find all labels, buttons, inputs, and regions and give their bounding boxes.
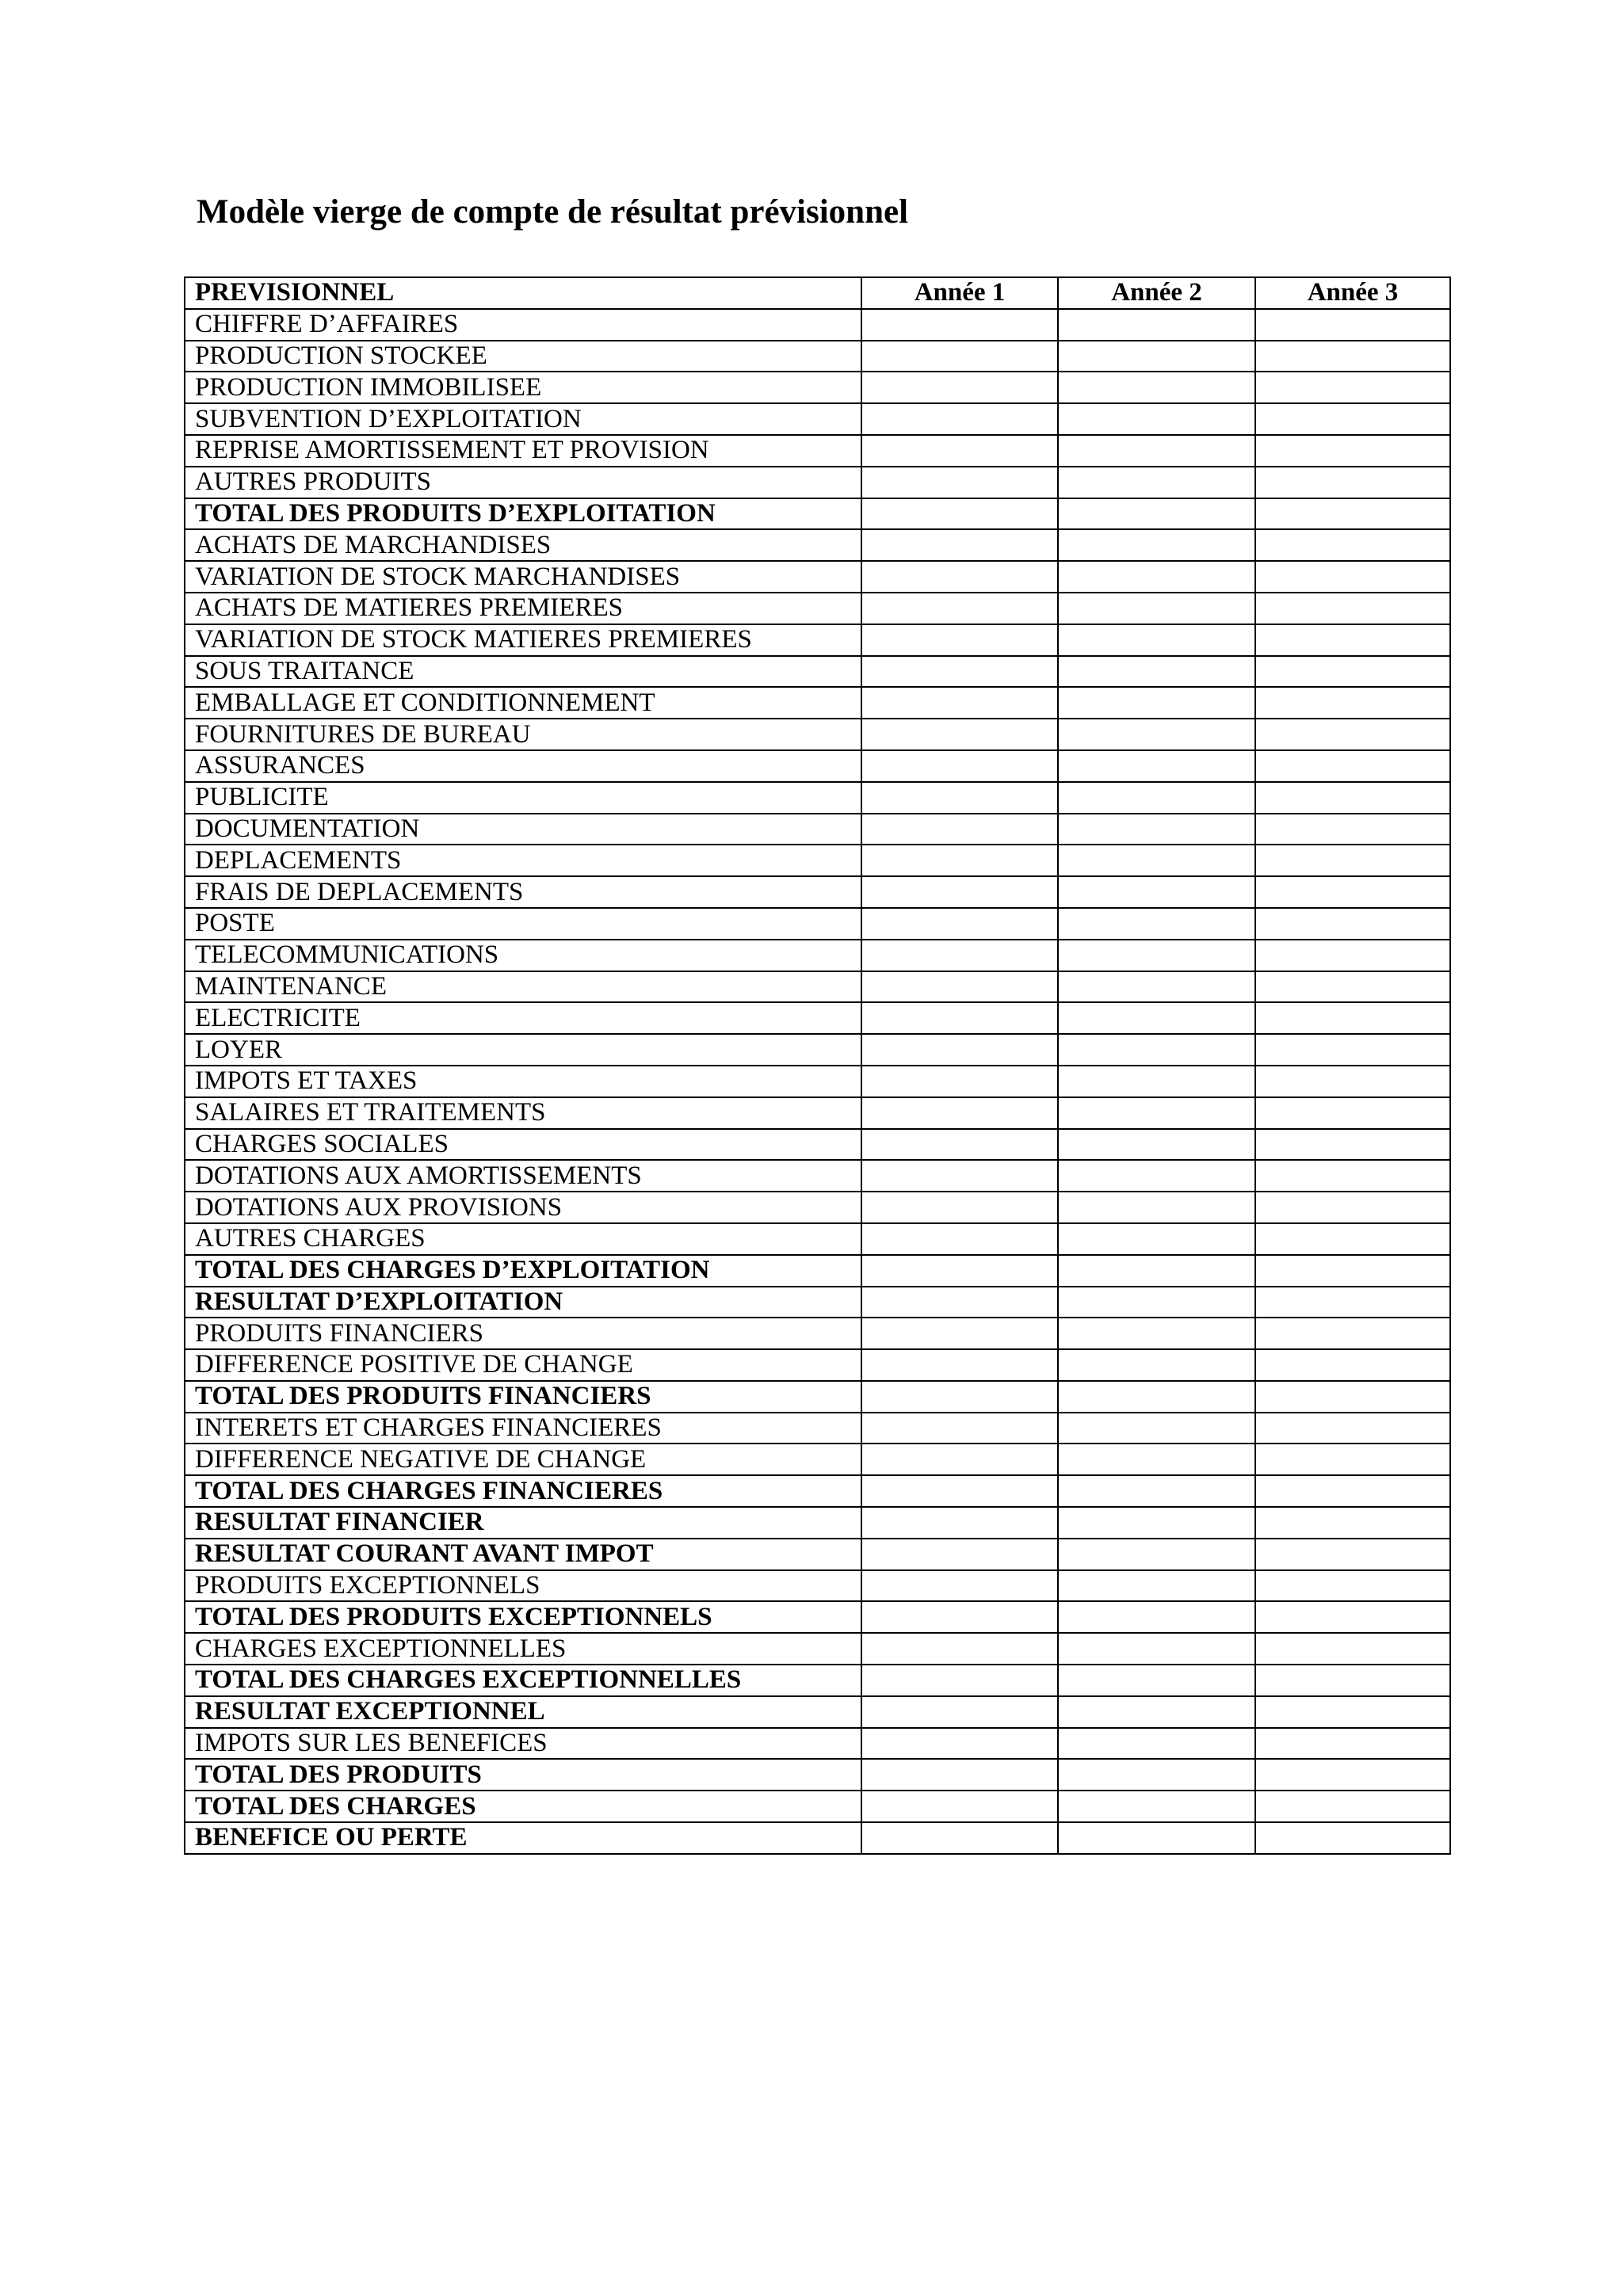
row-label: PRODUITS FINANCIERS xyxy=(185,1318,861,1349)
year-3-value-cell[interactable] xyxy=(1255,814,1450,845)
year-3-value-cell[interactable] xyxy=(1255,1696,1450,1728)
year-1-value-cell[interactable] xyxy=(861,498,1058,530)
row-label: PRODUITS EXCEPTIONNELS xyxy=(185,1570,861,1602)
year-1-value-cell[interactable] xyxy=(861,1413,1058,1444)
year-3-value-cell[interactable] xyxy=(1255,1601,1450,1633)
table-row xyxy=(185,435,1450,467)
year-2-value-cell[interactable] xyxy=(1058,1507,1255,1539)
year-3-value-cell[interactable] xyxy=(1255,372,1450,403)
year-3-value-cell[interactable] xyxy=(1255,1507,1450,1539)
year-3-value-cell[interactable] xyxy=(1255,908,1450,940)
year-1-value-cell[interactable] xyxy=(861,1822,1058,1854)
year-2-value-cell[interactable] xyxy=(1058,1349,1255,1381)
year-1-value-cell[interactable] xyxy=(861,908,1058,940)
row-label: AUTRES CHARGES xyxy=(185,1223,861,1255)
row-label: DOCUMENTATION xyxy=(185,814,861,845)
year-1-value-cell[interactable] xyxy=(861,1034,1058,1066)
table-row xyxy=(185,1539,1450,1570)
table-row xyxy=(185,1665,1450,1696)
year-3-value-cell[interactable] xyxy=(1255,1287,1450,1318)
year-2-value-cell[interactable] xyxy=(1058,1255,1255,1287)
year-1-value-cell[interactable] xyxy=(861,467,1058,498)
year-3-value-cell[interactable] xyxy=(1255,1318,1450,1349)
forecast-income-table xyxy=(184,277,1451,1855)
row-label: VARIATION DE STOCK MATIERES PREMIERES xyxy=(185,624,861,656)
year-2-value-cell[interactable] xyxy=(1058,1066,1255,1097)
year-1-value-cell[interactable] xyxy=(861,940,1058,971)
row-label: EMBALLAGE ET CONDITIONNEMENT xyxy=(185,687,861,719)
table-row xyxy=(185,876,1450,908)
year-2-value-cell[interactable] xyxy=(1058,908,1255,940)
year-2-value-cell[interactable] xyxy=(1058,1160,1255,1192)
year-1-value-cell[interactable] xyxy=(861,1287,1058,1318)
table-row xyxy=(185,845,1450,876)
row-label: RESULTAT D’EXPLOITATION xyxy=(185,1287,861,1318)
row-label: PUBLICITE xyxy=(185,782,861,814)
year-1-value-cell[interactable] xyxy=(861,1728,1058,1760)
year-1-value-cell[interactable] xyxy=(861,1349,1058,1381)
year-1-value-cell[interactable] xyxy=(861,845,1058,876)
year-3-value-cell[interactable] xyxy=(1255,309,1450,341)
table-row xyxy=(185,971,1450,1003)
row-label: VARIATION DE STOCK MARCHANDISES xyxy=(185,561,861,593)
year-3-value-cell[interactable] xyxy=(1255,1413,1450,1444)
row-label: DOTATIONS AUX AMORTISSEMENTS xyxy=(185,1160,861,1192)
table-row xyxy=(185,561,1450,593)
table-row xyxy=(185,1349,1450,1381)
year-1-value-cell[interactable] xyxy=(861,529,1058,561)
table-row xyxy=(185,498,1450,530)
year-2-value-cell[interactable] xyxy=(1058,750,1255,782)
table-row xyxy=(185,1066,1450,1097)
year-3-value-cell[interactable] xyxy=(1255,940,1450,971)
row-label: IMPOTS ET TAXES xyxy=(185,1066,861,1097)
row-label: FRAIS DE DEPLACEMENTS xyxy=(185,876,861,908)
row-label: DIFFERENCE NEGATIVE DE CHANGE xyxy=(185,1444,861,1475)
table-body xyxy=(185,309,1450,1854)
table-row xyxy=(185,1097,1450,1129)
table-header-row xyxy=(185,277,1450,309)
year-2-value-cell[interactable] xyxy=(1058,403,1255,435)
year-3-value-cell[interactable] xyxy=(1255,624,1450,656)
year-3-value-cell[interactable] xyxy=(1255,1160,1450,1192)
year-3-value-cell[interactable] xyxy=(1255,1223,1450,1255)
year-1-value-cell[interactable] xyxy=(861,1696,1058,1728)
table-row xyxy=(185,1633,1450,1665)
table-row xyxy=(185,1255,1450,1287)
year-3-value-cell[interactable] xyxy=(1255,656,1450,688)
year-2-value-cell[interactable] xyxy=(1058,845,1255,876)
year-3-value-cell[interactable] xyxy=(1255,782,1450,814)
year-3-value-cell[interactable] xyxy=(1255,1475,1450,1507)
year-3-value-cell[interactable] xyxy=(1255,403,1450,435)
year-2-value-cell[interactable] xyxy=(1058,782,1255,814)
year-2-value-cell[interactable] xyxy=(1058,561,1255,593)
row-label: DOTATIONS AUX PROVISIONS xyxy=(185,1192,861,1223)
row-label: LOYER xyxy=(185,1034,861,1066)
row-label: TOTAL DES PRODUITS EXCEPTIONNELS xyxy=(185,1601,861,1633)
header-year-1: Année 1 xyxy=(861,277,1058,309)
table-row xyxy=(185,1160,1450,1192)
table-row xyxy=(185,372,1450,403)
year-1-value-cell[interactable] xyxy=(861,1097,1058,1129)
year-3-value-cell[interactable] xyxy=(1255,1349,1450,1381)
year-1-value-cell[interactable] xyxy=(861,1255,1058,1287)
year-3-value-cell[interactable] xyxy=(1255,1129,1450,1161)
table-row xyxy=(185,1381,1450,1413)
year-1-value-cell[interactable] xyxy=(861,719,1058,750)
year-1-value-cell[interactable] xyxy=(861,750,1058,782)
row-label: INTERETS ET CHARGES FINANCIERES xyxy=(185,1413,861,1444)
row-label: SUBVENTION D’EXPLOITATION xyxy=(185,403,861,435)
year-1-value-cell[interactable] xyxy=(861,403,1058,435)
row-label: REPRISE AMORTISSEMENT ET PROVISION xyxy=(185,435,861,467)
table-row xyxy=(185,1002,1450,1034)
table-row xyxy=(185,814,1450,845)
year-2-value-cell[interactable] xyxy=(1058,1097,1255,1129)
year-1-value-cell[interactable] xyxy=(861,1444,1058,1475)
year-2-value-cell[interactable] xyxy=(1058,309,1255,341)
table-row xyxy=(185,403,1450,435)
year-1-value-cell[interactable] xyxy=(861,1129,1058,1161)
year-3-value-cell[interactable] xyxy=(1255,719,1450,750)
table-row xyxy=(185,1223,1450,1255)
year-3-value-cell[interactable] xyxy=(1255,1570,1450,1602)
row-label: ACHATS DE MARCHANDISES xyxy=(185,529,861,561)
year-1-value-cell[interactable] xyxy=(861,876,1058,908)
year-3-value-cell[interactable] xyxy=(1255,845,1450,876)
table-row xyxy=(185,719,1450,750)
row-label: IMPOTS SUR LES BENEFICES xyxy=(185,1728,861,1760)
year-3-value-cell[interactable] xyxy=(1255,498,1450,530)
row-label: DEPLACEMENTS xyxy=(185,845,861,876)
year-2-value-cell[interactable] xyxy=(1058,814,1255,845)
row-label: TOTAL DES CHARGES D’EXPLOITATION xyxy=(185,1255,861,1287)
year-3-value-cell[interactable] xyxy=(1255,1097,1450,1129)
year-2-value-cell[interactable] xyxy=(1058,1381,1255,1413)
table-row xyxy=(185,341,1450,372)
year-1-value-cell[interactable] xyxy=(861,1759,1058,1791)
year-1-value-cell[interactable] xyxy=(861,435,1058,467)
year-3-value-cell[interactable] xyxy=(1255,341,1450,372)
row-label: POSTE xyxy=(185,908,861,940)
year-2-value-cell[interactable] xyxy=(1058,1223,1255,1255)
year-1-value-cell[interactable] xyxy=(861,1475,1058,1507)
year-2-value-cell[interactable] xyxy=(1058,687,1255,719)
year-3-value-cell[interactable] xyxy=(1255,1034,1450,1066)
year-2-value-cell[interactable] xyxy=(1058,1539,1255,1570)
year-3-value-cell[interactable] xyxy=(1255,1381,1450,1413)
year-3-value-cell[interactable] xyxy=(1255,1728,1450,1760)
row-label: RESULTAT COURANT AVANT IMPOT xyxy=(185,1539,861,1570)
year-1-value-cell[interactable] xyxy=(861,687,1058,719)
year-3-value-cell[interactable] xyxy=(1255,593,1450,624)
header-label-cell: PREVISIONNEL xyxy=(185,277,861,309)
row-label: RESULTAT EXCEPTIONNEL xyxy=(185,1696,861,1728)
table-row xyxy=(185,1696,1450,1728)
year-2-value-cell[interactable] xyxy=(1058,1318,1255,1349)
table-row xyxy=(185,940,1450,971)
year-3-value-cell[interactable] xyxy=(1255,687,1450,719)
year-2-value-cell[interactable] xyxy=(1058,1570,1255,1602)
year-1-value-cell[interactable] xyxy=(861,1160,1058,1192)
year-2-value-cell[interactable] xyxy=(1058,341,1255,372)
year-1-value-cell[interactable] xyxy=(861,1791,1058,1822)
table-row xyxy=(185,309,1450,341)
header-year-2: Année 2 xyxy=(1058,277,1255,309)
year-2-value-cell[interactable] xyxy=(1058,1728,1255,1760)
year-2-value-cell[interactable] xyxy=(1058,593,1255,624)
row-label: ELECTRICITE xyxy=(185,1002,861,1034)
table-row xyxy=(185,593,1450,624)
table-row xyxy=(185,624,1450,656)
row-label: TOTAL DES PRODUITS FINANCIERS xyxy=(185,1381,861,1413)
year-3-value-cell[interactable] xyxy=(1255,1192,1450,1223)
year-2-value-cell[interactable] xyxy=(1058,1665,1255,1696)
year-2-value-cell[interactable] xyxy=(1058,1791,1255,1822)
year-2-value-cell[interactable] xyxy=(1058,498,1255,530)
table-row xyxy=(185,1444,1450,1475)
year-1-value-cell[interactable] xyxy=(861,1665,1058,1696)
year-2-value-cell[interactable] xyxy=(1058,940,1255,971)
table-row xyxy=(185,1601,1450,1633)
table-row xyxy=(185,1413,1450,1444)
row-label: PRODUCTION STOCKEE xyxy=(185,341,861,372)
year-2-value-cell[interactable] xyxy=(1058,1633,1255,1665)
table-row xyxy=(185,529,1450,561)
row-label: AUTRES PRODUITS xyxy=(185,467,861,498)
table-row xyxy=(185,1129,1450,1161)
year-1-value-cell[interactable] xyxy=(861,782,1058,814)
row-label: ASSURANCES xyxy=(185,750,861,782)
header-year-3: Année 3 xyxy=(1255,277,1450,309)
row-label: MAINTENANCE xyxy=(185,971,861,1003)
table-row xyxy=(185,656,1450,688)
year-3-value-cell[interactable] xyxy=(1255,971,1450,1003)
year-2-value-cell[interactable] xyxy=(1058,1822,1255,1854)
year-1-value-cell[interactable] xyxy=(861,971,1058,1003)
year-2-value-cell[interactable] xyxy=(1058,1475,1255,1507)
year-1-value-cell[interactable] xyxy=(861,341,1058,372)
year-2-value-cell[interactable] xyxy=(1058,876,1255,908)
year-2-value-cell[interactable] xyxy=(1058,1413,1255,1444)
table-row xyxy=(185,908,1450,940)
year-2-value-cell[interactable] xyxy=(1058,719,1255,750)
row-label: BENEFICE OU PERTE xyxy=(185,1822,861,1854)
table-row xyxy=(185,1570,1450,1602)
year-1-value-cell[interactable] xyxy=(861,1570,1058,1602)
year-1-value-cell[interactable] xyxy=(861,1507,1058,1539)
row-label: RESULTAT FINANCIER xyxy=(185,1507,861,1539)
year-3-value-cell[interactable] xyxy=(1255,529,1450,561)
row-label: TOTAL DES PRODUITS D’EXPLOITATION xyxy=(185,498,861,530)
year-2-value-cell[interactable] xyxy=(1058,372,1255,403)
row-label: DIFFERENCE POSITIVE DE CHANGE xyxy=(185,1349,861,1381)
table-row xyxy=(185,782,1450,814)
page-title: Modèle vierge de compte de résultat prévisionnel xyxy=(197,193,909,231)
row-label: ACHATS DE MATIERES PREMIERES xyxy=(185,593,861,624)
year-3-value-cell[interactable] xyxy=(1255,435,1450,467)
table-row xyxy=(185,1822,1450,1854)
year-1-value-cell[interactable] xyxy=(861,1381,1058,1413)
row-label: CHARGES SOCIALES xyxy=(185,1129,861,1161)
table-row xyxy=(185,1192,1450,1223)
year-3-value-cell[interactable] xyxy=(1255,1066,1450,1097)
year-1-value-cell[interactable] xyxy=(861,814,1058,845)
row-label: TELECOMMUNICATIONS xyxy=(185,940,861,971)
year-3-value-cell[interactable] xyxy=(1255,1539,1450,1570)
year-1-value-cell[interactable] xyxy=(861,1601,1058,1633)
year-1-value-cell[interactable] xyxy=(861,624,1058,656)
year-2-value-cell[interactable] xyxy=(1058,435,1255,467)
year-2-value-cell[interactable] xyxy=(1058,1444,1255,1475)
row-label: PRODUCTION IMMOBILISEE xyxy=(185,372,861,403)
table-row xyxy=(185,1475,1450,1507)
year-2-value-cell[interactable] xyxy=(1058,1192,1255,1223)
year-3-value-cell[interactable] xyxy=(1255,876,1450,908)
year-1-value-cell[interactable] xyxy=(861,1192,1058,1223)
year-2-value-cell[interactable] xyxy=(1058,1696,1255,1728)
year-2-value-cell[interactable] xyxy=(1058,971,1255,1003)
table-row xyxy=(185,687,1450,719)
year-1-value-cell[interactable] xyxy=(861,593,1058,624)
row-label: TOTAL DES CHARGES xyxy=(185,1791,861,1822)
year-3-value-cell[interactable] xyxy=(1255,1002,1450,1034)
year-1-value-cell[interactable] xyxy=(861,1002,1058,1034)
year-3-value-cell[interactable] xyxy=(1255,561,1450,593)
year-1-value-cell[interactable] xyxy=(861,1539,1058,1570)
table-row xyxy=(185,1318,1450,1349)
table-row xyxy=(185,1791,1450,1822)
year-1-value-cell[interactable] xyxy=(861,1633,1058,1665)
year-2-value-cell[interactable] xyxy=(1058,1601,1255,1633)
table-row xyxy=(185,1759,1450,1791)
year-2-value-cell[interactable] xyxy=(1058,467,1255,498)
row-label: FOURNITURES DE BUREAU xyxy=(185,719,861,750)
year-2-value-cell[interactable] xyxy=(1058,656,1255,688)
table-row xyxy=(185,1507,1450,1539)
year-2-value-cell[interactable] xyxy=(1058,1759,1255,1791)
year-3-value-cell[interactable] xyxy=(1255,1822,1450,1854)
year-2-value-cell[interactable] xyxy=(1058,624,1255,656)
row-label: SOUS TRAITANCE xyxy=(185,656,861,688)
table-row xyxy=(185,467,1450,498)
year-1-value-cell[interactable] xyxy=(861,372,1058,403)
year-2-value-cell[interactable] xyxy=(1058,1002,1255,1034)
row-label: TOTAL DES PRODUITS xyxy=(185,1759,861,1791)
table-row xyxy=(185,1287,1450,1318)
year-3-value-cell[interactable] xyxy=(1255,467,1450,498)
row-label: SALAIRES ET TRAITEMENTS xyxy=(185,1097,861,1129)
year-3-value-cell[interactable] xyxy=(1255,1444,1450,1475)
year-1-value-cell[interactable] xyxy=(861,656,1058,688)
table-row xyxy=(185,1728,1450,1760)
year-2-value-cell[interactable] xyxy=(1058,1129,1255,1161)
table-row xyxy=(185,750,1450,782)
row-label: TOTAL DES CHARGES EXCEPTIONNELLES xyxy=(185,1665,861,1696)
year-1-value-cell[interactable] xyxy=(861,1223,1058,1255)
year-1-value-cell[interactable] xyxy=(861,1318,1058,1349)
year-1-value-cell[interactable] xyxy=(861,561,1058,593)
year-2-value-cell[interactable] xyxy=(1058,529,1255,561)
row-label: CHARGES EXCEPTIONNELLES xyxy=(185,1633,861,1665)
year-3-value-cell[interactable] xyxy=(1255,750,1450,782)
year-3-value-cell[interactable] xyxy=(1255,1791,1450,1822)
year-2-value-cell[interactable] xyxy=(1058,1287,1255,1318)
year-1-value-cell[interactable] xyxy=(861,1066,1058,1097)
year-2-value-cell[interactable] xyxy=(1058,1034,1255,1066)
year-3-value-cell[interactable] xyxy=(1255,1633,1450,1665)
year-3-value-cell[interactable] xyxy=(1255,1759,1450,1791)
row-label: CHIFFRE D’AFFAIRES xyxy=(185,309,861,341)
year-1-value-cell[interactable] xyxy=(861,309,1058,341)
table-row xyxy=(185,1034,1450,1066)
year-3-value-cell[interactable] xyxy=(1255,1255,1450,1287)
row-label: TOTAL DES CHARGES FINANCIERES xyxy=(185,1475,861,1507)
year-3-value-cell[interactable] xyxy=(1255,1665,1450,1696)
